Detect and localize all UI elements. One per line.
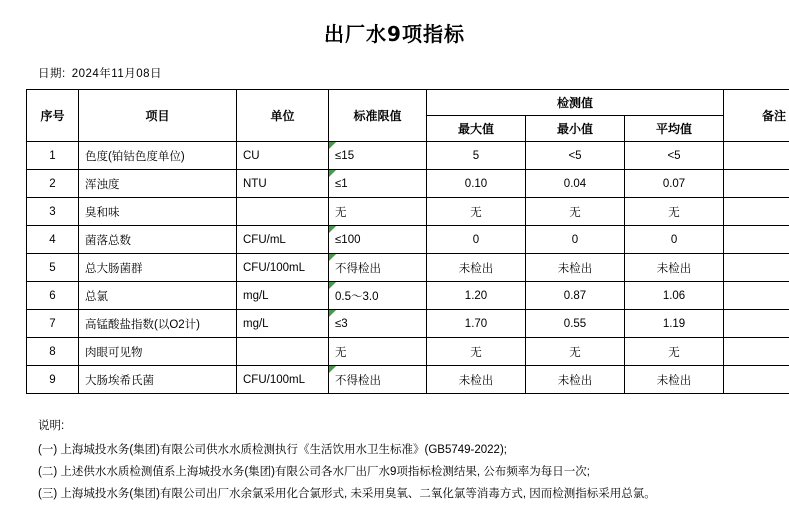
cell-seq: 5 bbox=[27, 254, 79, 282]
header-item: 项目 bbox=[79, 90, 237, 142]
cell-seq: 7 bbox=[27, 310, 79, 338]
cell-avg-value: 未检出 bbox=[625, 254, 724, 282]
cell-limit: ≤100 bbox=[329, 226, 427, 254]
header-avg: 平均值 bbox=[625, 116, 724, 142]
cell-max-value: 0.10 bbox=[427, 170, 526, 198]
cell-max-value: 1.70 bbox=[427, 310, 526, 338]
cell-max-value: 1.20 bbox=[427, 282, 526, 310]
cell-flag-icon bbox=[329, 310, 336, 317]
cell-note bbox=[724, 282, 789, 310]
header-row-1 bbox=[27, 90, 789, 116]
cell-unit: mg/L bbox=[237, 310, 329, 338]
cell-unit: NTU bbox=[237, 170, 329, 198]
table-row bbox=[27, 254, 789, 282]
date-value: 2024年11月08日 bbox=[72, 68, 162, 80]
document-title: 出厂水9项指标 bbox=[0, 12, 789, 47]
cell-item: 总氯 bbox=[79, 282, 237, 310]
cell-item: 浑浊度 bbox=[79, 170, 237, 198]
cell-item: 高锰酸盐指数(以O2计) bbox=[79, 310, 237, 338]
cell-seq: 1 bbox=[27, 142, 79, 170]
report-date bbox=[38, 65, 789, 81]
table-row bbox=[27, 282, 789, 310]
notes-section bbox=[38, 416, 789, 505]
cell-unit bbox=[237, 338, 329, 366]
cell-limit: 不得检出 bbox=[329, 254, 427, 282]
cell-limit: 无 bbox=[329, 198, 427, 226]
table-row bbox=[27, 170, 789, 198]
cell-avg-value: 未检出 bbox=[625, 366, 724, 394]
header-note: 备注 bbox=[724, 90, 789, 142]
cell-avg-value: 0 bbox=[625, 226, 724, 254]
cell-note bbox=[724, 170, 789, 198]
cell-seq: 9 bbox=[27, 366, 79, 394]
cell-avg-value: 0.07 bbox=[625, 170, 724, 198]
notes-title: 说明: bbox=[38, 416, 789, 438]
cell-limit: 0.5～3.0 bbox=[329, 282, 427, 310]
cell-note bbox=[724, 198, 789, 226]
cell-item: 菌落总数 bbox=[79, 226, 237, 254]
cell-avg-value: 无 bbox=[625, 338, 724, 366]
cell-flag-icon bbox=[329, 226, 336, 233]
cell-unit: CFU/mL bbox=[237, 226, 329, 254]
cell-avg-value: 无 bbox=[625, 198, 724, 226]
cell-min-value: 无 bbox=[526, 338, 625, 366]
cell-note bbox=[724, 142, 789, 170]
cell-seq: 3 bbox=[27, 198, 79, 226]
table-row bbox=[27, 142, 789, 170]
cell-max-value: 无 bbox=[427, 338, 526, 366]
header-min: 最小值 bbox=[526, 116, 625, 142]
cell-min-value: 未检出 bbox=[526, 254, 625, 282]
cell-limit: 无 bbox=[329, 338, 427, 366]
water-quality-table bbox=[26, 89, 789, 394]
cell-avg-value: <5 bbox=[625, 142, 724, 170]
table-row bbox=[27, 198, 789, 226]
cell-max-value: 未检出 bbox=[427, 254, 526, 282]
cell-note bbox=[724, 310, 789, 338]
header-detect-group: 检测值 bbox=[427, 90, 724, 116]
cell-max-value: 5 bbox=[427, 142, 526, 170]
cell-min-value: 0.55 bbox=[526, 310, 625, 338]
cell-min-value: 0 bbox=[526, 226, 625, 254]
cell-seq: 6 bbox=[27, 282, 79, 310]
cell-limit: ≤1 bbox=[329, 170, 427, 198]
table-row bbox=[27, 338, 789, 366]
cell-max-value: 未检出 bbox=[427, 366, 526, 394]
cell-unit: CU bbox=[237, 142, 329, 170]
cell-max-value: 0 bbox=[427, 226, 526, 254]
cell-min-value: 无 bbox=[526, 198, 625, 226]
note-line: (三) 上海城投水务(集团)有限公司出厂水余氯采用化合氯形式, 未采用臭氧、二氧化氯等消毒方式, 因而检测指标采用总氯。 bbox=[38, 484, 789, 506]
table-row bbox=[27, 366, 789, 394]
cell-note bbox=[724, 226, 789, 254]
cell-avg-value: 1.06 bbox=[625, 282, 724, 310]
cell-unit: mg/L bbox=[237, 282, 329, 310]
cell-limit: ≤15 bbox=[329, 142, 427, 170]
cell-limit: ≤3 bbox=[329, 310, 427, 338]
cell-seq: 8 bbox=[27, 338, 79, 366]
cell-unit bbox=[237, 198, 329, 226]
cell-item: 大肠埃希氏菌 bbox=[79, 366, 237, 394]
cell-item: 总大肠菌群 bbox=[79, 254, 237, 282]
table-header bbox=[27, 90, 789, 142]
header-max: 最大值 bbox=[427, 116, 526, 142]
cell-item: 色度(铂钴色度单位) bbox=[79, 142, 237, 170]
table-row bbox=[27, 226, 789, 254]
cell-flag-icon bbox=[329, 254, 336, 261]
cell-unit: CFU/100mL bbox=[237, 254, 329, 282]
header-unit: 单位 bbox=[237, 90, 329, 142]
cell-flag-icon bbox=[329, 366, 336, 373]
cell-seq: 4 bbox=[27, 226, 79, 254]
table-row bbox=[27, 310, 789, 338]
cell-min-value: <5 bbox=[526, 142, 625, 170]
cell-item: 肉眼可见物 bbox=[79, 338, 237, 366]
header-seq: 序号 bbox=[27, 90, 79, 142]
cell-flag-icon bbox=[329, 170, 336, 177]
cell-avg-value: 1.19 bbox=[625, 310, 724, 338]
cell-limit: 不得检出 bbox=[329, 366, 427, 394]
cell-min-value: 0.87 bbox=[526, 282, 625, 310]
note-line: (二) 上述供水水质检测值系上海城投水务(集团)有限公司各水厂出厂水9项指标检测结果, 公布频率为每日一次; bbox=[38, 462, 789, 484]
cell-unit: CFU/100mL bbox=[237, 366, 329, 394]
cell-note bbox=[724, 366, 789, 394]
cell-item: 臭和味 bbox=[79, 198, 237, 226]
cell-note bbox=[724, 254, 789, 282]
header-limit: 标准限值 bbox=[329, 90, 427, 142]
date-label: 日期: bbox=[38, 68, 66, 80]
cell-min-value: 未检出 bbox=[526, 366, 625, 394]
cell-note bbox=[724, 338, 789, 366]
cell-max-value: 无 bbox=[427, 198, 526, 226]
cell-min-value: 0.04 bbox=[526, 170, 625, 198]
cell-flag-icon bbox=[329, 282, 336, 289]
note-line: (一) 上海城投水务(集团)有限公司供水水质检测执行《生活饮用水卫生标准》(GB5749-2022); bbox=[38, 440, 789, 462]
table-body bbox=[27, 142, 789, 394]
cell-flag-icon bbox=[329, 142, 336, 149]
cell-seq: 2 bbox=[27, 170, 79, 198]
